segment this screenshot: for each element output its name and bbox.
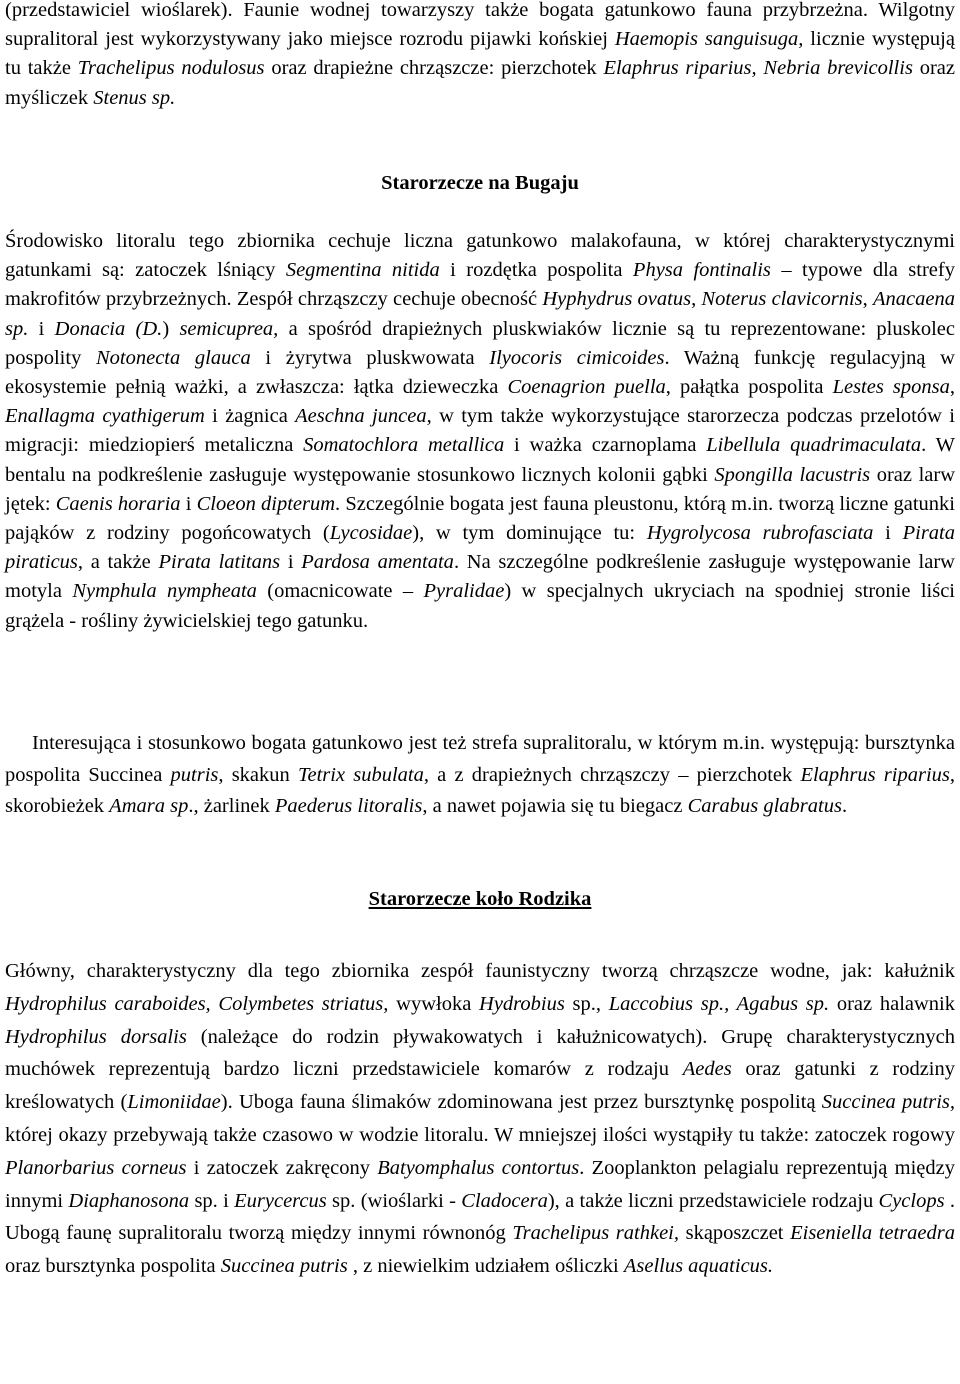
species-name-italic: Pyralidae (423, 580, 505, 603)
species-name-italic: Pirata piraticus (5, 522, 956, 574)
text-run: Środowisko litoralu tego zbiornika cechuje liczna gatunkowo malakofauna, w której charakterystycznymi gatunkami są: zatoczek lśniący (5, 230, 955, 282)
text-run: oraz larw jętek: (5, 463, 955, 515)
species-name-italic: Haemopis sanguisuga, (614, 28, 804, 51)
species-name-italic: Planorbarius corneus (5, 1156, 187, 1179)
text-run: (omacnicowate – (256, 580, 424, 603)
text-run: , a nawet pojawia się tu biegacz (422, 795, 688, 818)
text-run: skąposzczet (679, 1222, 791, 1245)
text-run: (należące do rodzin pływakowatych i kałużnicowatych). Grupę charakterystycznych muchówek reprezentują bardzo liczni przedstawiciele komarów z rodzaju (5, 1025, 955, 1081)
text-run: , (862, 288, 874, 311)
species-name-italic: Hyphydrus ovatus (542, 288, 692, 311)
text-run: ., żarlinek (188, 795, 275, 818)
species-name-italic: Succinea putris (220, 1255, 348, 1278)
section-heading-bugaj: Starorzecze na Bugaju (381, 172, 579, 194)
species-name-italic: Trachelipus nodulosus (77, 57, 265, 80)
species-name-italic: Noterus clavicornis (701, 288, 863, 311)
species-name-italic: Hydrobius (479, 992, 565, 1015)
species-name-italic: Caenis horaria (55, 492, 181, 515)
species-name-italic: Aeschna juncea (295, 405, 427, 428)
text-run: . Ubogą faunę supralitoralu tworzą między innymi równonóg (5, 1189, 955, 1245)
text-run: , skakun (218, 763, 298, 786)
text-run: oraz myśliczek (5, 57, 955, 109)
text-run: wywłoka (388, 992, 480, 1015)
text-run: oraz bursztynka pospolita (5, 1255, 221, 1278)
text-run: Interesująca i stosunkowo bogata gatunkowo jest też strefa supralitoralu, w którym m.in. występują: bursztynka pospolita Succinea (5, 732, 955, 786)
species-name-italic: Pirata latitans (158, 551, 281, 574)
text-run: , a także (77, 551, 159, 574)
text-run: i żagnica (204, 405, 296, 428)
text-run: – typowe dla strefy makrofitów przybrzeżnych. Zespół chrząszczy cechuje obecność (5, 259, 955, 311)
text-run: . Ważną funkcję regulacyjną w ekosystemie pełnią ważki, a zwłaszcza: łątka dzieweczka (5, 346, 955, 399)
text-run: , a z drapieżnych chrząszczy – pierzchotek (423, 763, 801, 786)
species-name-italic: Stenus sp. (93, 86, 176, 109)
text-run: . Na szczególne podkreślenie zasługuje występowanie larw motyla (5, 551, 955, 603)
text-run: i żyrytwa pluskwowata (250, 346, 490, 369)
text-run: , (949, 376, 955, 399)
text-run: sp., (564, 992, 609, 1015)
paragraph-bugaj-body (5, 227, 955, 636)
species-name-italic: Donacia (D. (54, 317, 163, 340)
text-run: . (841, 795, 848, 818)
species-name-italic: Paederus litoralis (274, 795, 423, 818)
text-run: ), a także liczni przedstawiciele rodzaju (547, 1189, 879, 1212)
text-run: oraz drapieżne chrząszcze: pierzchotek (264, 57, 604, 80)
species-name-italic: Anacaena sp. (5, 288, 956, 340)
text-run: ) (162, 317, 180, 340)
species-name-italic: Trachelipus rathkei, (512, 1222, 679, 1245)
species-name-italic: Libellula quadrimaculata (706, 434, 922, 457)
text-run: , z niewielkim udziałem ośliczki (347, 1255, 624, 1278)
species-name-italic: Physa fontinalis (632, 259, 771, 282)
species-name-italic: putris (170, 763, 219, 786)
text-run: , (691, 288, 702, 311)
text-run: sp. i (189, 1189, 235, 1212)
species-name-italic: Hydrophilus dorsalis (5, 1025, 187, 1048)
text-run: i (873, 522, 903, 545)
text-run: Główny, charakterystyczny dla tego zbiornika zespół faunistyczny tworzą chrząszcze wodne, jak: kałużnik (5, 960, 955, 982)
species-name-italic: Cloeon dipterum (196, 492, 336, 515)
species-name-italic: Amara sp (109, 795, 189, 818)
text-run: ). Uboga fauna ślimaków zdominowana jest przez bursztynkę pospolitą (220, 1091, 822, 1114)
paragraph-rodzik-body (5, 955, 955, 1283)
text-run: sp. (wioślarki - (326, 1189, 462, 1212)
text-run: . Szczególnie bogata jest fauna pleustonu, którą m.in. tworzą liczne gatunki pająków z rodziny pogońcowatych ( (5, 492, 956, 545)
species-name-italic: Elaphrus riparius (800, 763, 950, 786)
text-run: oraz gatunki z rodziny kreślowatych ( (5, 1058, 955, 1114)
text-run: i ważka czarnoplama (504, 434, 707, 457)
species-name-italic: Somatochlora metallica (303, 434, 505, 457)
text-run: licznie występują tu także (5, 28, 955, 80)
section-heading-rodzik: Starorzecze koło Rodzika (368, 888, 592, 910)
text-run: i rozdętka pospolita (439, 259, 633, 282)
text-run: , w tym także wykorzystujące starorzecza podczas przelotów i migracji: miedziopierś metaliczna (5, 405, 955, 457)
species-name-italic: Notonecta glauca (95, 346, 251, 369)
species-name-italic: Aedes (682, 1058, 732, 1081)
species-name-italic: Coenagrion puella (507, 376, 666, 399)
text-run: oraz halawnik (829, 992, 955, 1015)
species-name-italic: Pardosa amentata (301, 551, 454, 574)
text-run: a spośród drapieżnych pluskwiaków licznie są tu reprezentowane: pluskolec pospolity (5, 317, 956, 369)
text-run: i (180, 492, 197, 515)
species-name-italic: Ilyocoris cimicoides (489, 346, 665, 369)
text-run: i zatoczek zakręcony (186, 1156, 378, 1179)
species-name-italic: Laccobius sp., Agabus sp. (608, 992, 830, 1015)
species-name-italic: Tetrix subulata (297, 763, 424, 786)
species-name-italic: Cyclops (878, 1189, 945, 1212)
species-name-italic: Cladocera (461, 1189, 548, 1212)
species-name-italic: Batyomphalus contortus (377, 1156, 580, 1179)
paragraph-bugaj-supralitoral (5, 728, 955, 823)
text-run: i (28, 317, 55, 340)
text-run: . W bentalu na podkreślenie zasługuje występowanie stosunkowo licznych kolonii gąbki (5, 434, 955, 486)
species-name-italic: Lycosidae (329, 522, 413, 545)
species-name-italic: Segmentina nitida (285, 259, 440, 282)
text-run: . Zooplankton pelagialu reprezentują między innymi (5, 1156, 955, 1212)
text-run: , pałątka pospolita (665, 376, 833, 399)
species-name-italic: Nymphula nympheata (72, 580, 257, 603)
species-name-italic: Elaphrus riparius, Nebria brevicollis (603, 57, 913, 80)
species-name-italic: Enallagma cyathigerum (5, 405, 205, 428)
species-name-italic: Asellus aquaticus. (623, 1255, 774, 1278)
species-name-italic: Hydrophilus caraboides, Colymbetes striatus, (5, 992, 389, 1015)
text-run: , skorobieżek (5, 763, 955, 818)
text-run: (przedstawiciel wioślarek). Faunie wodnej towarzyszy także bogata gatunkowo fauna przybrzeżna. Wilgotny supralitoral jest wykorzystywany jako miejsce rozrodu pijawki końskiej (5, 0, 955, 51)
text-run: ), w tym dominujące tu: (412, 522, 647, 545)
species-name-italic: Succinea putris, (821, 1091, 956, 1114)
species-name-italic: semicuprea, (179, 317, 279, 340)
species-name-italic: Eiseniella tetraedra (790, 1222, 955, 1245)
species-name-italic: Eurycercus (234, 1189, 327, 1212)
species-name-italic: Lestes sponsa (832, 376, 950, 399)
species-name-italic: Carabus glabratus (687, 795, 842, 818)
paragraph-intro-continuation (5, 0, 955, 113)
text-run: i (280, 551, 302, 574)
species-name-italic: Spongilla lacustris (714, 463, 871, 486)
text-run: której okazy przebywają także czasowo w wodzie litoralu. W mniejszej ilości wystąpiły tu także: zatoczek rogowy (5, 1123, 955, 1146)
species-name-italic: Hygrolycosa rubrofasciata (646, 522, 874, 545)
species-name-italic: Diaphanosona (68, 1189, 190, 1212)
species-name-italic: Limoniidae (127, 1091, 221, 1114)
text-run: ) w specjalnych ukryciach na spodniej stronie liści grążela - rośliny żywicielskiej tego gatunku. (5, 580, 955, 632)
